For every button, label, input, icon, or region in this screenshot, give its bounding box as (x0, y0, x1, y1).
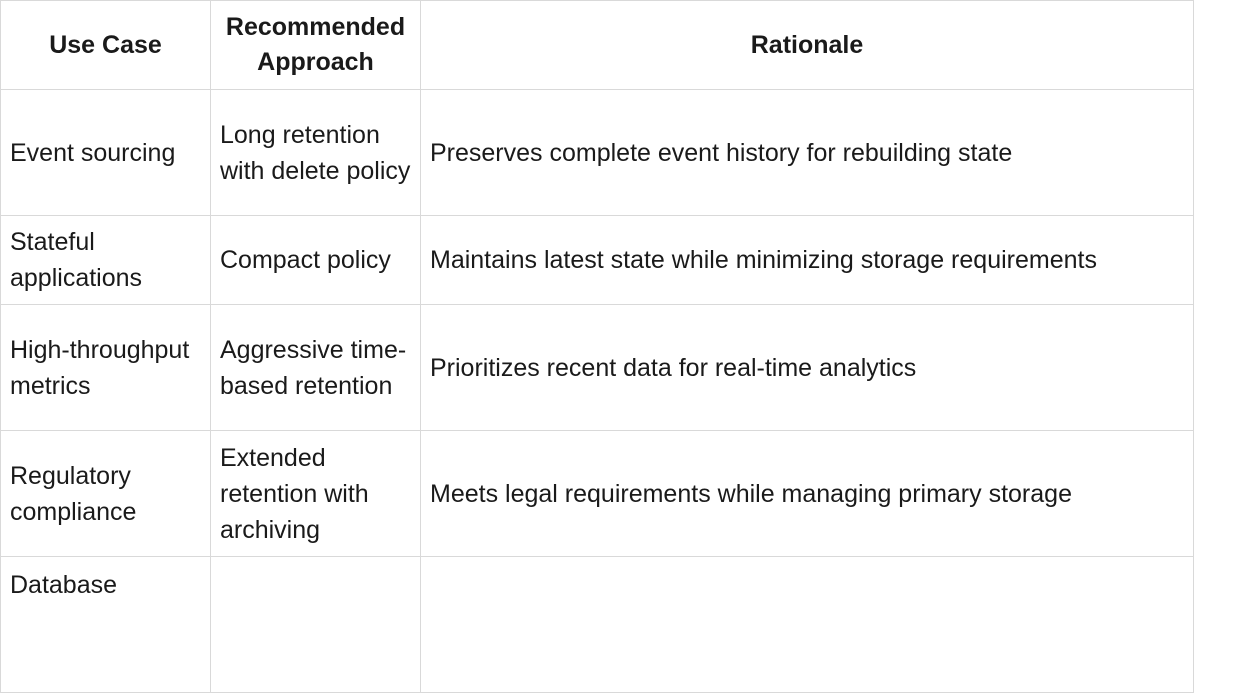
cell-use-case: Stateful applications (1, 216, 211, 305)
cell-rationale: Maintains latest state while minimizing storage requirements (421, 216, 1194, 305)
cell-approach: Extended retention with archiving (211, 431, 421, 557)
cell-rationale (421, 557, 1194, 693)
cell-approach: Compact policy (211, 216, 421, 305)
header-rationale: Rationale (421, 1, 1194, 90)
table-row (1, 305, 1194, 431)
cell-rationale: Meets legal requirements while managing primary storage (421, 431, 1194, 557)
cell-approach: Long retention with delete policy (211, 90, 421, 216)
cell-use-case: Event sourcing (1, 90, 211, 216)
table-row (1, 557, 1194, 693)
cell-use-case: High-throughput metrics (1, 305, 211, 431)
cell-approach: Aggressive time-based retention (211, 305, 421, 431)
cell-approach (211, 557, 421, 693)
cell-rationale: Prioritizes recent data for real-time analytics (421, 305, 1194, 431)
cell-rationale: Preserves complete event history for rebuilding state (421, 90, 1194, 216)
header-recommended-approach: Recommended Approach (211, 1, 421, 90)
table-row (1, 90, 1194, 216)
table-row (1, 216, 1194, 305)
table-row (1, 431, 1194, 557)
cell-use-case: Regulatory compliance (1, 431, 211, 557)
table-header-row (1, 1, 1194, 90)
cell-use-case: Database (1, 557, 211, 693)
header-use-case: Use Case (1, 1, 211, 90)
